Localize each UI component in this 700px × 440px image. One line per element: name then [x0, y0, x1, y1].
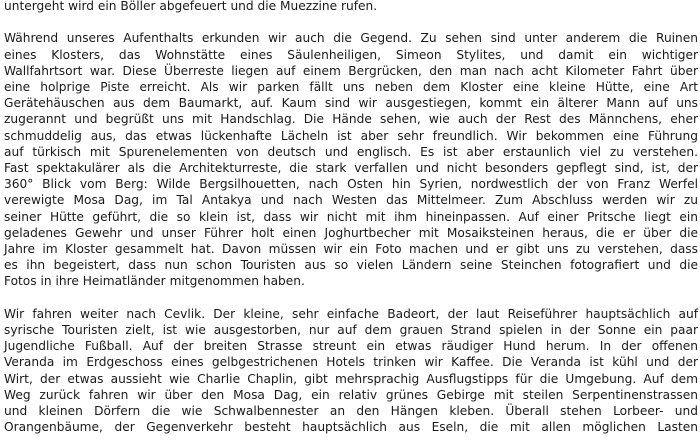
text-line: eine holprige Piste erreicht. Als wir parken fällt uns neben dem Kloster eine kleine Hütte, eine Art: [4, 80, 698, 94]
text-line: seiner Hütte geführt, die so klein ist, dass wir nicht mit ihm hineinpassen. Auf einer Pritsche liegt ein: [4, 209, 698, 224]
text-line: Wirt, der etwas aussieht wie Charlie Chaplin, gibt mehrsprachig Ausflugstipps für die Umgebung. Auf dem: [4, 371, 698, 386]
text-line: verewigte Mosa Dag, im Tal Antakya und nach Westen das Mittelmeer. Zum Abschluss werden wir zu: [4, 193, 698, 208]
document-body: [4, 0, 698, 435]
text-line: eines Klosters, das Wohnstätte eines Säulenheiligen, Simeon Stylites, und damit ein wichtiger: [4, 47, 698, 62]
text-line: Gerätehäuschen aus dem Baumarkt, auf. Kaum sind wir ausgestiegen, kommt ein älterer Mann auf uns: [4, 96, 698, 111]
text-line: es ihn begeistert, dass nun schon Touristen aus so vielen Ländern seine Steinchen fotografiert und die: [4, 258, 698, 273]
text-line: Jugendliche Fußball. Auf der breiten Strasse streunt ein etwas räudiger Hund herum. In der offenen: [4, 339, 698, 354]
paragraph-3: [4, 306, 698, 436]
text-line: Jahre im Kloster gesammelt hat. Davon müssen wir ein Foto machen und er gibt uns zu verstehen, dass: [4, 242, 698, 257]
text-line: untergeht wird ein Böller abgefeuert und die Muezzine rufen.: [4, 0, 378, 13]
text-line: auf türkisch mit Spurenelementen von deutsch und englisch. Es ist aber erstaunlich viel zu verstehen.: [4, 144, 698, 159]
text-line: Fotos in ihre Heimatländer mitgenommen haben.: [4, 274, 305, 289]
text-line: und kleinen Dörfern die wie Schwalbennester an den Hängen kleben. Überall stehen Lorbeer- und: [4, 404, 698, 419]
text-line: schmuddelig aus, das etwas lückenhafte Lächeln ist aber sehr freundlich. Wir bekommen eine Führung: [4, 128, 698, 143]
text-line: Wir fahren weiter nach Cevlik. Der kleine, sehr einfache Badeort, der laut Reiseführer hauptsächlich auf: [4, 306, 698, 321]
text-line: Während unseres Aufenthalts erkunden wir auch die Gegend. Zu sehen sind unter anderem die Ruinen: [4, 31, 698, 46]
paragraph-1: [4, 0, 698, 14]
text-line: Veranda im Erdgeschoss eines gelbgestrichenen Hotels trinken wir Kaffee. Die Veranda ist kühl und der: [4, 355, 698, 370]
text-line: 360° Blick vom Berg: Wilde Bergsilhouetten, nach Osten hin Syrien, nordwestlich der von Franz Werfel: [4, 177, 698, 192]
text-line: Weg zurück fahren wir über den Mosa Dag, ein relativ grünes Gebirge mit steilen Serpentinenstrassen: [4, 387, 698, 402]
paragraph-2: [4, 30, 698, 289]
text-line: zugerannt und begrüßt uns mit Handschlag. Die Hände sehen, wie auch der Rest des Männchens, eher: [4, 112, 698, 127]
text-line: Fast spektakulärer als die Architekturreste, die stark verfallen und nicht besonders gepflegt sind, ist, der: [4, 161, 698, 176]
text-line: Wallfahrtsort war. Diese Überreste liegen auf einem Bergrücken, den man nach acht Kilometer Fahrt über: [4, 63, 698, 78]
text-line: syrische Touristen zielt, ist wie ausgestorben, nur auf dem grauen Strand spielen in der Sonne ein paar: [4, 323, 698, 338]
text-line: Orangenbäume, der Gegenverkehr besteht hauptsächlich aus Eseln, die mit allen möglichen Lasten: [4, 420, 698, 435]
text-line: geladenes Gewehr und unser Führer holt einen Joghurtbecher mit Mosaiksteinen heraus, die er über die: [4, 225, 698, 240]
